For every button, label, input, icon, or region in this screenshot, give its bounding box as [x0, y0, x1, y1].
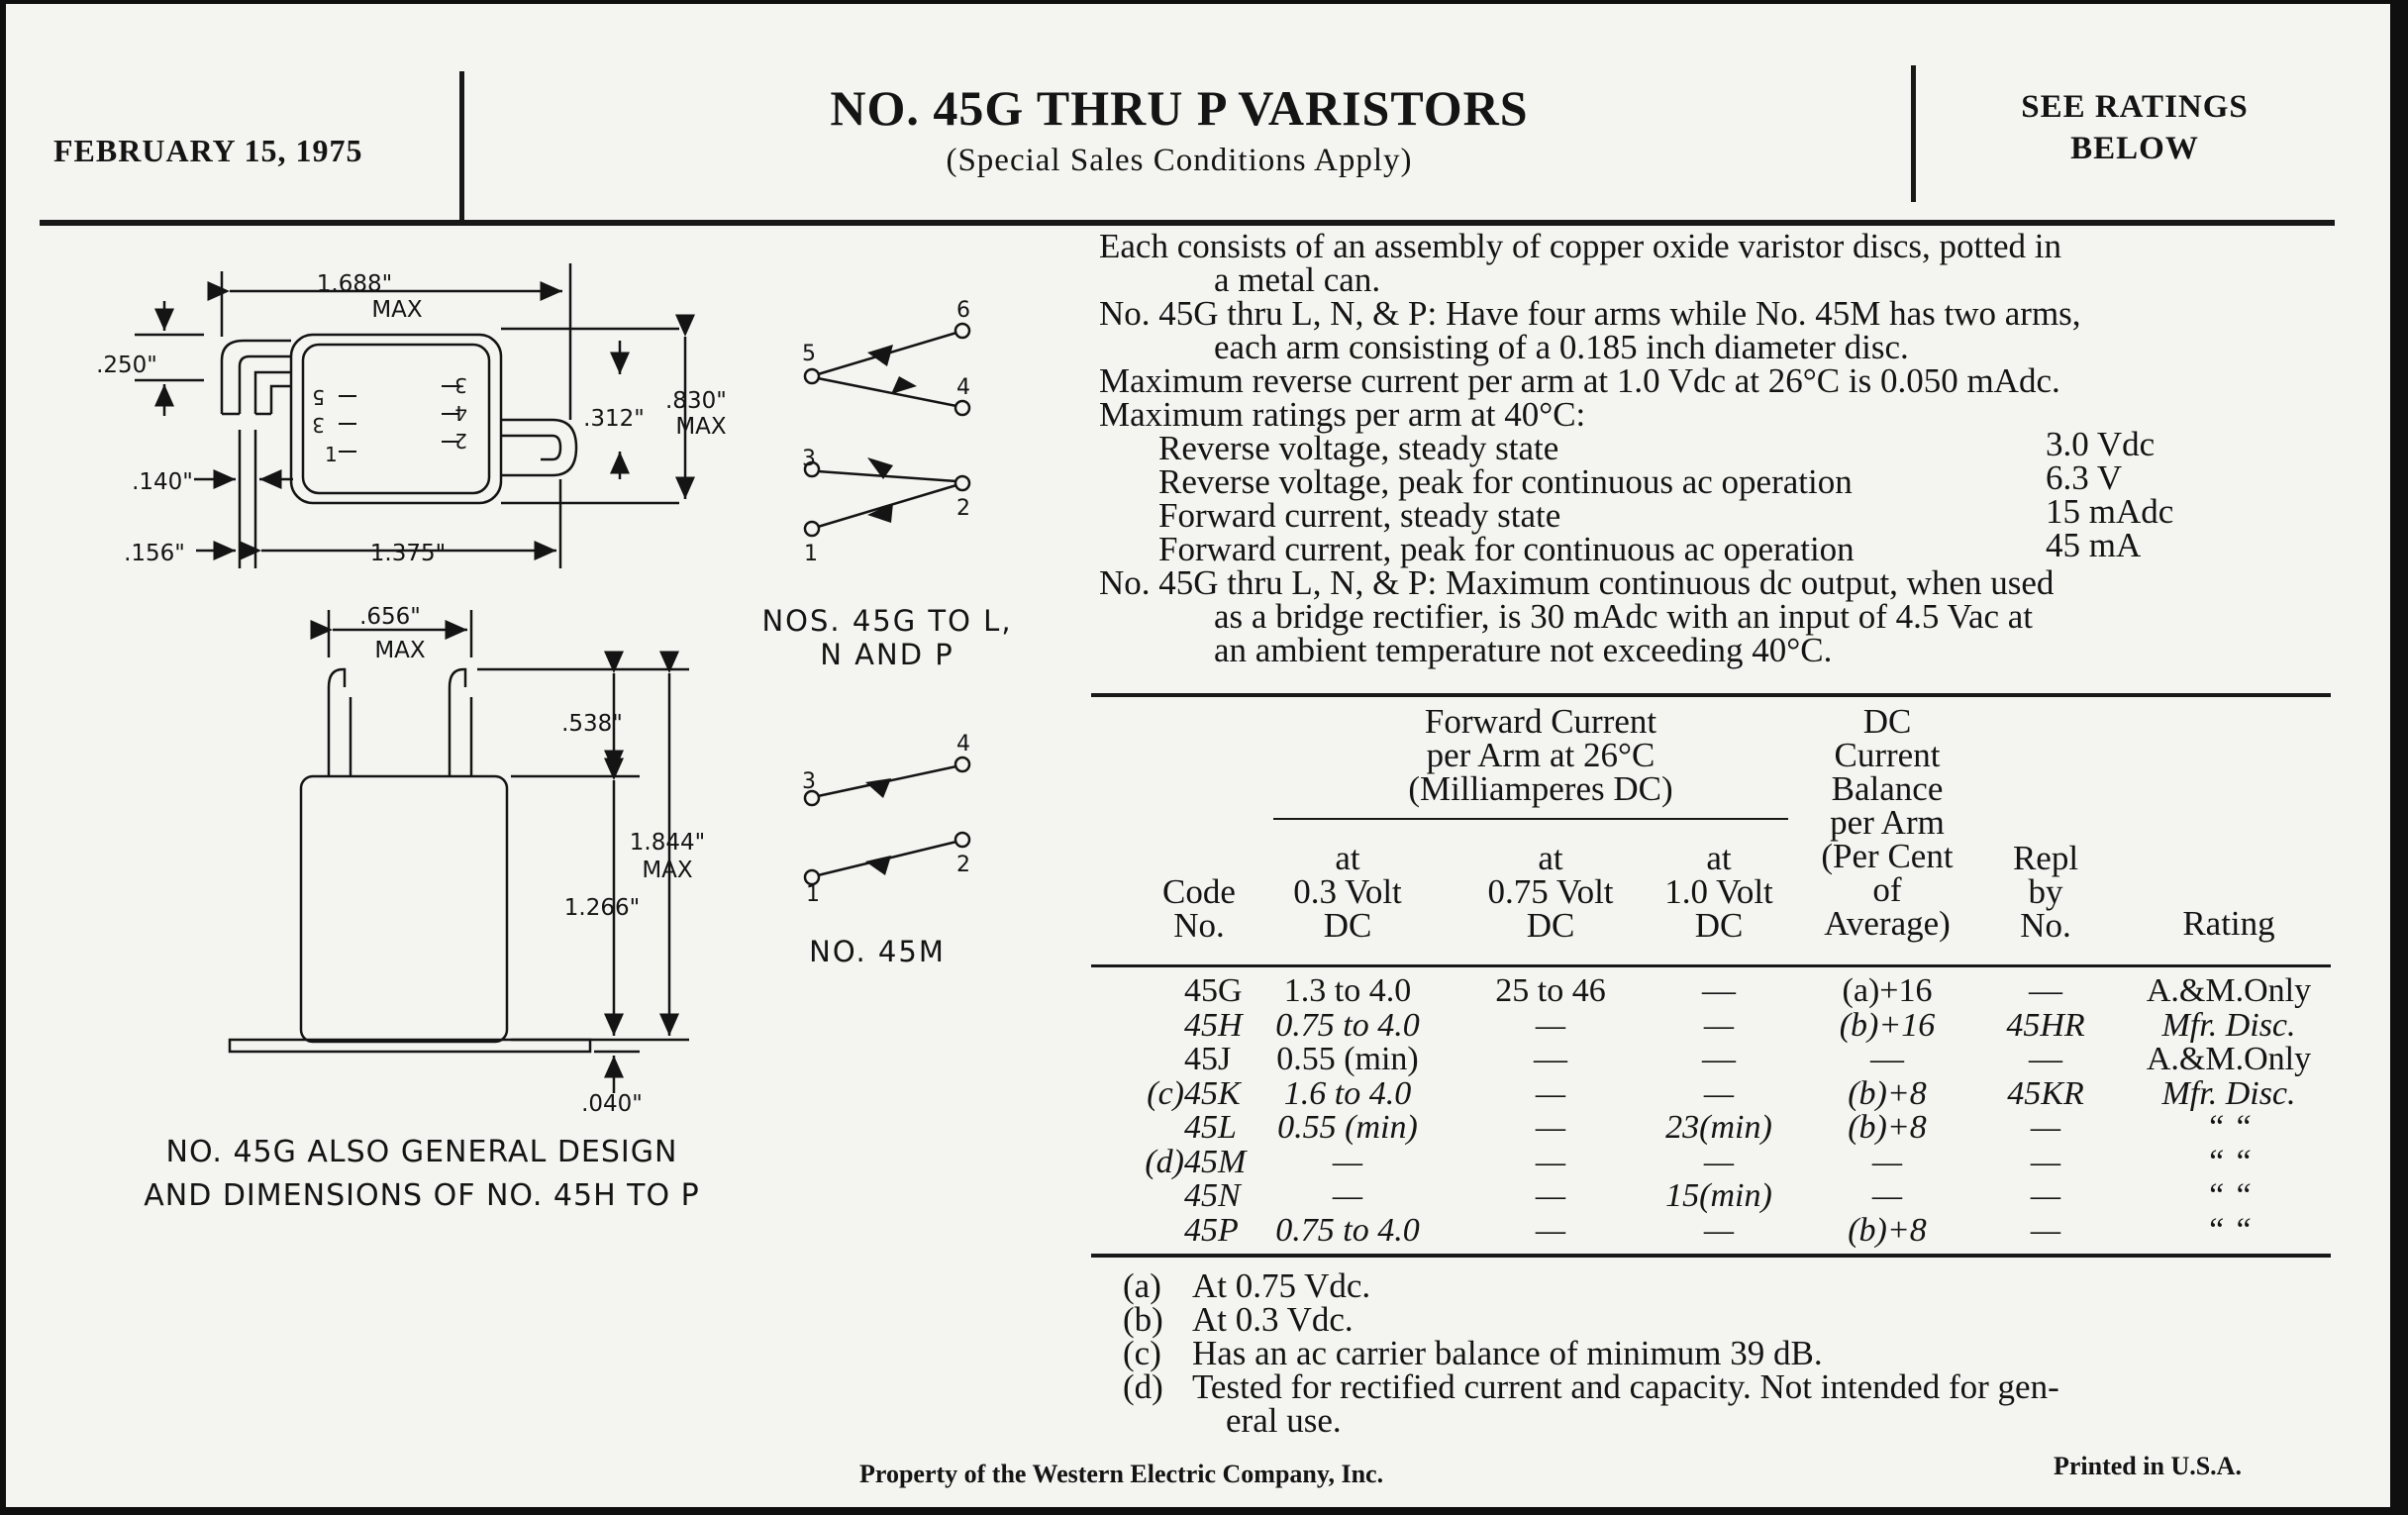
- node2-label-3: 3: [802, 769, 816, 794]
- rating-cell: Mfr. Disc.: [2161, 1006, 2296, 1044]
- desc-p1a: Each consists of an assembly of copper oxide varistor discs, potted in: [1099, 227, 2062, 265]
- node-label-5: 5: [802, 342, 816, 366]
- code-cell: 45K: [1184, 1074, 1241, 1112]
- v03-cell: 1.3 to 4.0: [1283, 972, 1412, 1009]
- code-cell: 45G: [1184, 972, 1243, 1009]
- code-cell: 45L: [1184, 1109, 1237, 1146]
- footnote-b-mark: (b): [1123, 1300, 1163, 1339]
- table-bottom-rule: [1091, 1254, 2331, 1258]
- v03-cell: 0.55 (min): [1277, 1109, 1418, 1146]
- four-arm-caption-2: N AND P: [820, 638, 954, 671]
- diode-2: [891, 376, 917, 394]
- v10-cell: —: [1703, 1211, 1735, 1249]
- repl-cell: —: [2029, 1041, 2062, 1077]
- rating-value-1: 3.0 Vdc: [2046, 425, 2156, 463]
- diode-1: [867, 345, 893, 366]
- pin-label-left-2: 3: [312, 413, 325, 437]
- code-prefix: (c): [1147, 1074, 1184, 1112]
- col-code-1: Code: [1162, 872, 1236, 911]
- dim-1375: 1.375": [369, 541, 447, 566]
- data-sheet-card: [6, 4, 2390, 1507]
- rating-label-1: Reverse voltage, steady state: [1158, 429, 1559, 467]
- v075-cell: —: [1535, 1143, 1566, 1180]
- desc-p1b: a metal can.: [1214, 260, 1381, 299]
- rating-value-2: 6.3 V: [2046, 458, 2123, 497]
- two-arm-caption: NO. 45M: [809, 935, 946, 968]
- col-03-2: 0.3 Volt: [1293, 872, 1402, 911]
- diode-5: [865, 778, 891, 798]
- desc-p3: Maximum reverse current per arm at 1.0 Vdc at 26°C is 0.050 mAdc.: [1099, 361, 2060, 400]
- v075-cell: 25 to 46: [1495, 972, 1606, 1009]
- desc-p2a: No. 45G thru L, N, & P: Have four arms while No. 45M has two arms,: [1099, 294, 2081, 333]
- repl-cell: —: [2029, 972, 2062, 1009]
- col-rating: Rating: [2182, 904, 2275, 943]
- footnote-d-cont: eral use.: [1226, 1401, 1342, 1440]
- v03-cell: 0.75 to 4.0: [1275, 1211, 1420, 1249]
- code-cell: 45H: [1184, 1006, 1243, 1044]
- footnote-d-mark: (d): [1123, 1367, 1163, 1406]
- col-10-1: at: [1706, 839, 1732, 877]
- rating-cell: “ “: [2205, 1143, 2253, 1180]
- v10-cell: 15(min): [1665, 1177, 1772, 1214]
- footnote-c-mark: (c): [1123, 1334, 1161, 1372]
- dim-1688: 1.688": [316, 271, 393, 297]
- col-balance-2: Current: [1834, 736, 1941, 774]
- v075-cell: —: [1534, 1041, 1567, 1077]
- v10-cell: —: [1703, 1006, 1735, 1044]
- pin-label-left-1: 5: [312, 385, 325, 409]
- code-prefix: (d): [1145, 1143, 1184, 1180]
- node-label-1: 1: [804, 542, 818, 566]
- rating-value-4: 45 mA: [2046, 526, 2142, 564]
- col-balance-5: (Per Cent: [1821, 837, 1954, 875]
- pin-label-right-3: 2: [454, 429, 467, 453]
- code-cell: 45N: [1184, 1177, 1241, 1214]
- balance-cell: (a)+16: [1842, 972, 1933, 1009]
- balance-cell: —: [1870, 1041, 1904, 1077]
- issue-date: FEBRUARY 15, 1975: [53, 133, 363, 168]
- col-balance-6: of: [1872, 870, 1902, 909]
- node-label-2: 2: [956, 496, 970, 521]
- dim-250: .250": [96, 353, 157, 378]
- v10-cell: 23(min): [1665, 1109, 1772, 1146]
- v075-cell: —: [1535, 1006, 1566, 1044]
- v03-cell: —: [1332, 1177, 1363, 1214]
- node-label-6: 6: [956, 298, 970, 323]
- table-top-rule: [1091, 693, 2331, 697]
- two-arm-schematic: [788, 727, 1026, 905]
- balance-cell: (b)+8: [1848, 1109, 1927, 1146]
- repl-cell: —: [2030, 1109, 2061, 1146]
- header-bottom-rule: [1091, 964, 2331, 967]
- node-label-4: 4: [956, 375, 970, 400]
- col-balance-4: per Arm: [1830, 803, 1945, 842]
- group-header-2: per Arm at 26°C: [1426, 736, 1656, 774]
- node2-label-2: 2: [956, 853, 970, 877]
- dim-1688-max: MAX: [371, 297, 423, 323]
- col-10-3: DC: [1694, 906, 1744, 945]
- balance-cell: (b)+8: [1848, 1211, 1927, 1249]
- page-title: NO. 45G THRU P VARISTORS: [830, 80, 1529, 136]
- v03-cell: 0.55 (min): [1276, 1041, 1419, 1077]
- ratings-note-line2: BELOW: [2070, 131, 2199, 166]
- rating-cell: A.&M.Only: [2146, 1041, 2312, 1077]
- balance-cell: —: [1871, 1143, 1903, 1180]
- rating-cell: A.&M.Only: [2146, 972, 2312, 1009]
- repl-cell: —: [2030, 1211, 2061, 1249]
- col-10-2: 1.0 Volt: [1664, 872, 1773, 911]
- dim-140: .140": [132, 469, 193, 495]
- col-075-1: at: [1538, 839, 1563, 877]
- pin-label-right-1: 3: [454, 373, 467, 397]
- col-03-1: at: [1335, 839, 1360, 877]
- diode-6: [865, 856, 891, 875]
- footnote-a-text: At 0.75 Vdc.: [1192, 1266, 1371, 1305]
- footnote-b-text: At 0.3 Vdc.: [1192, 1300, 1354, 1339]
- col-balance-7: Average): [1824, 904, 1951, 943]
- v075-cell: —: [1535, 1177, 1566, 1214]
- desc-p5a: No. 45G thru L, N, & P: Maximum continuous dc output, when used: [1099, 563, 2055, 602]
- v10-cell: —: [1702, 1041, 1736, 1077]
- can-side-view: [301, 776, 507, 1042]
- v075-cell: —: [1535, 1074, 1566, 1112]
- dim-656: .656": [359, 604, 421, 630]
- col-075-3: DC: [1526, 906, 1575, 945]
- col-repl-3: No.: [2020, 906, 2071, 945]
- figure-caption-line2: AND DIMENSIONS OF NO. 45H TO P: [144, 1178, 700, 1213]
- footer-printed: Printed in U.S.A.: [2054, 1452, 2242, 1480]
- dim-538: .538": [561, 711, 623, 737]
- v03-cell: 0.75 to 4.0: [1275, 1006, 1420, 1044]
- diode-4: [867, 503, 893, 523]
- v03-cell: 1.6 to 4.0: [1283, 1074, 1412, 1112]
- group-header-3: (Milliamperes DC): [1408, 769, 1673, 808]
- group-header-1: Forward Current: [1424, 702, 1657, 741]
- node2-label-4: 4: [956, 732, 970, 757]
- rating-cell: “ “: [2205, 1109, 2253, 1146]
- col-repl-1: Repl: [2012, 839, 2079, 877]
- footnote-c-text: Has an ac carrier balance of minimum 39 dB.: [1192, 1334, 1823, 1372]
- dim-156: .156": [124, 541, 185, 566]
- footer-property: Property of the Western Electric Company, Inc.: [859, 1460, 1384, 1488]
- node-label-3: 3: [802, 447, 816, 471]
- repl-cell: 45HR: [2006, 1006, 2085, 1044]
- repl-cell: —: [2030, 1177, 2061, 1214]
- four-arm-caption-1: NOS. 45G TO L,: [761, 604, 1013, 638]
- col-code-2: No.: [1173, 906, 1225, 945]
- dim-1844: 1.844": [629, 830, 706, 856]
- repl-cell: 45KR: [2007, 1074, 2084, 1112]
- v10-cell: —: [1703, 1074, 1735, 1112]
- footnote-a-mark: (a): [1123, 1266, 1161, 1305]
- dim-830: .830": [665, 388, 727, 414]
- code-cell: 45M: [1184, 1143, 1247, 1180]
- dim-830-max: MAX: [675, 414, 727, 440]
- repl-cell: —: [2030, 1143, 2061, 1180]
- header-divider-right: [1911, 65, 1916, 202]
- dim-040: .040": [581, 1091, 643, 1117]
- v075-cell: —: [1535, 1109, 1566, 1146]
- figure-caption-line1: NO. 45G ALSO GENERAL DESIGN: [165, 1135, 678, 1169]
- v03-cell: —: [1332, 1143, 1363, 1180]
- rating-value-3: 15 mAdc: [2046, 492, 2174, 531]
- desc-p4: Maximum ratings per arm at 40°C:: [1099, 395, 1586, 434]
- pin-label-right-2: 4: [454, 401, 467, 425]
- rating-label-4: Forward current, peak for continuous ac operation: [1158, 530, 1855, 568]
- v10-cell: —: [1703, 1143, 1735, 1180]
- dim-1844-max: MAX: [642, 858, 693, 883]
- col-balance-3: Balance: [1831, 769, 1944, 808]
- node2-label-1: 1: [806, 882, 820, 905]
- col-075-2: 0.75 Volt: [1487, 872, 1614, 911]
- code-cell: 45P: [1184, 1211, 1239, 1249]
- rating-label-2: Reverse voltage, peak for continuous ac operation: [1158, 462, 1853, 501]
- balance-cell: —: [1871, 1177, 1903, 1214]
- dim-1266: 1.266": [563, 895, 641, 921]
- desc-p5b: as a bridge rectifier, is 30 mAdc with an input of 4.5 Vac at: [1214, 597, 2034, 636]
- dim-656-max: MAX: [374, 638, 426, 663]
- v10-cell: —: [1702, 972, 1736, 1009]
- page-subtitle: (Special Sales Conditions Apply): [946, 143, 1413, 178]
- footnote-d-text: Tested for rectified current and capacity. Not intended for gen-: [1192, 1367, 2059, 1406]
- pin-label-left-3: 1: [325, 443, 338, 466]
- dim-312: .312": [583, 406, 645, 432]
- rating-cell: “ “: [2205, 1177, 2253, 1214]
- v075-cell: —: [1535, 1211, 1566, 1249]
- desc-p5c: an ambient temperature not exceeding 40°C.: [1214, 631, 1833, 669]
- ratings-note-line1: SEE RATINGS: [2021, 89, 2249, 125]
- col-03-3: DC: [1323, 906, 1372, 945]
- col-balance-1: DC: [1862, 702, 1912, 741]
- col-repl-2: by: [2028, 872, 2063, 911]
- balance-cell: (b)+8: [1848, 1074, 1927, 1112]
- group-header-rule: [1273, 818, 1788, 820]
- rating-cell: Mfr. Disc.: [2161, 1074, 2296, 1112]
- rating-label-3: Forward current, steady state: [1158, 496, 1561, 535]
- balance-cell: (b)+16: [1839, 1006, 1936, 1044]
- code-cell: 45J: [1184, 1041, 1232, 1077]
- rating-cell: “ “: [2205, 1211, 2253, 1249]
- desc-p2b: each arm consisting of a 0.185 inch diameter disc.: [1214, 328, 1909, 366]
